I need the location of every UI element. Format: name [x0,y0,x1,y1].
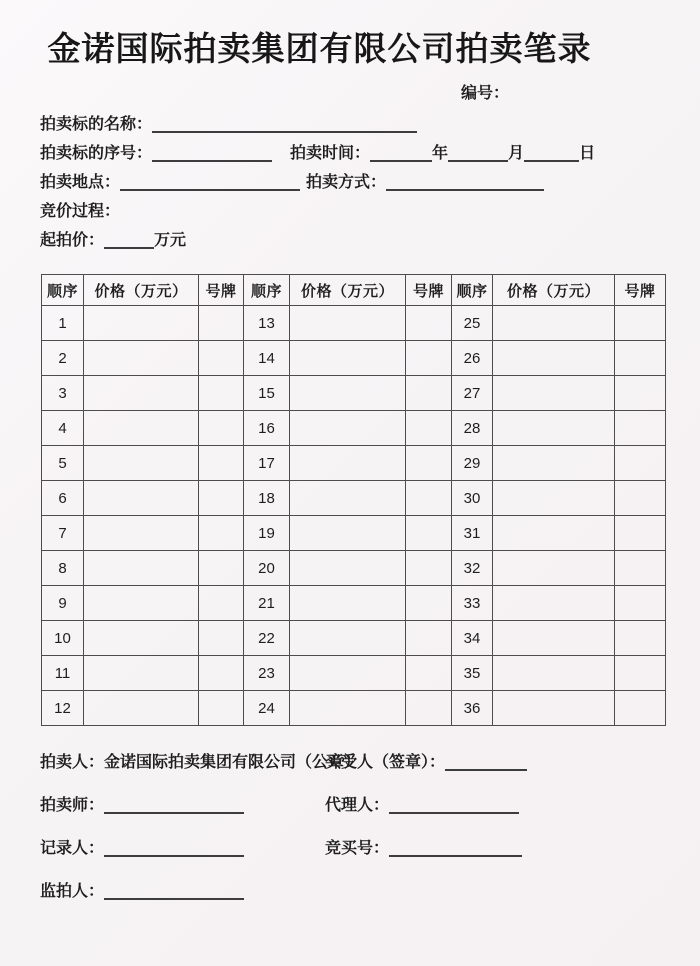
price-cell [290,691,406,726]
auctioneer-value: 金诺国际拍卖集团有限公司（公章） [104,754,361,771]
bidder-number-field [325,835,522,858]
row-master-agent [40,795,664,815]
price-cell [493,621,615,656]
price-cell [290,376,406,411]
price-cell [493,481,615,516]
month-line [448,158,508,162]
table-header-row [42,275,666,306]
plate-cell [615,691,666,726]
plate-cell [406,376,452,411]
order-cell: 34 [452,621,493,656]
plate-cell [615,306,666,341]
auctioneer-label: 拍卖人： [40,754,105,771]
price-cell [290,446,406,481]
table-row [42,481,666,516]
method-label: 拍卖方式： [306,174,387,191]
plate-cell [615,621,666,656]
order-cell: 31 [452,516,493,551]
order-cell: 33 [452,586,493,621]
plate-cell [406,411,452,446]
plate-cell [615,446,666,481]
bidder-number-label: 竞买号： [325,840,390,857]
doc-number-label: 编号： [460,85,509,102]
auction-master-field [40,792,325,815]
buyer-field [325,749,527,772]
order-cell: 17 [244,446,290,481]
price-cell [493,691,615,726]
field-subject-name [40,114,664,134]
row-auctioneer-buyer [40,752,664,772]
order-cell: 8 [42,551,84,586]
order-cell: 13 [244,306,290,341]
subject-serial-label: 拍卖标的序号： [40,145,153,162]
auction-time-label: 拍卖时间： [290,145,371,162]
table-row [42,411,666,446]
plate-cell [406,621,452,656]
plate-cell [199,551,244,586]
signature-section [40,752,664,901]
header-fields [40,114,664,250]
price-cell [290,516,406,551]
field-bidding-process [40,201,664,221]
subject-serial-line [152,158,272,162]
price-header: 价格（万元） [84,275,199,306]
order-cell: 2 [42,341,84,376]
price-cell [84,551,199,586]
order-cell: 22 [244,621,290,656]
auction-master-line [104,810,244,814]
order-cell: 4 [42,411,84,446]
plate-cell [199,691,244,726]
price-cell [290,656,406,691]
price-cell [290,621,406,656]
plate-cell [199,411,244,446]
plate-cell [199,621,244,656]
price-cell [290,306,406,341]
plate-cell [615,586,666,621]
order-cell: 9 [42,586,84,621]
plate-cell [199,586,244,621]
order-cell: 24 [244,691,290,726]
table-row [42,656,666,691]
page-title: 金诺国际拍卖集团有限公司拍卖笔录 [47,30,592,67]
order-cell: 6 [42,481,84,516]
starting-price-line [104,245,154,249]
buyer-label: 买受人（签章）： [325,754,446,771]
price-cell [493,446,615,481]
plate-cell [615,656,666,691]
day-line [524,158,579,162]
plate-cell [199,341,244,376]
order-cell: 3 [42,376,84,411]
order-cell: 29 [452,446,493,481]
subject-name-line [152,129,417,133]
table-row [42,691,666,726]
year-line [370,158,432,162]
auction-master-label: 拍卖师： [40,797,105,814]
order-cell: 36 [452,691,493,726]
price-cell [84,306,199,341]
bidding-process-label: 竞价过程： [40,203,121,220]
order-cell: 21 [244,586,290,621]
plate-cell [615,376,666,411]
order-cell: 11 [42,656,84,691]
order-cell: 19 [244,516,290,551]
day-suffix: 日 [579,145,596,162]
order-header: 顺序 [244,275,290,306]
price-cell [290,341,406,376]
price-cell [84,481,199,516]
price-cell [290,411,406,446]
supervisor-label: 监拍人： [40,883,105,900]
table-row [42,551,666,586]
month-suffix: 月 [508,145,525,162]
plate-cell [199,376,244,411]
agent-label: 代理人： [325,797,390,814]
order-cell: 25 [452,306,493,341]
auctioneer-field [40,749,361,772]
price-cell [290,586,406,621]
price-cell [84,691,199,726]
buyer-line [445,767,527,771]
row-recorder-bidder [40,838,664,858]
price-cell [84,411,199,446]
plate-cell [406,481,452,516]
order-cell: 12 [42,691,84,726]
order-cell: 32 [452,551,493,586]
order-cell: 7 [42,516,84,551]
location-label: 拍卖地点： [40,174,121,191]
recorder-field [40,835,325,858]
plate-cell [406,306,452,341]
plate-cell [406,551,452,586]
price-cell [84,656,199,691]
plate-cell [615,411,666,446]
table-row [42,306,666,341]
price-cell [493,341,615,376]
order-cell: 30 [452,481,493,516]
plate-header: 号牌 [615,275,666,306]
agent-line [389,810,519,814]
order-cell: 27 [452,376,493,411]
plate-cell [199,516,244,551]
price-cell [84,586,199,621]
plate-cell [199,481,244,516]
price-cell [493,411,615,446]
plate-cell [406,341,452,376]
field-starting-price [40,230,664,250]
order-header: 顺序 [42,275,84,306]
price-cell [84,516,199,551]
order-cell: 10 [42,621,84,656]
location-line [120,187,300,191]
recorder-label: 记录人： [40,840,105,857]
recorder-line [104,853,244,857]
plate-cell [615,551,666,586]
table-row [42,376,666,411]
bidder-number-line [389,853,522,857]
plate-cell [615,516,666,551]
price-cell [493,656,615,691]
price-header: 价格（万元） [493,275,615,306]
year-suffix: 年 [432,145,449,162]
method-line [386,187,544,191]
price-cell [290,481,406,516]
order-cell: 20 [244,551,290,586]
plate-cell [199,656,244,691]
row-supervisor [40,881,664,901]
plate-header: 号牌 [199,275,244,306]
plate-cell [615,341,666,376]
plate-cell [199,446,244,481]
subject-name-label: 拍卖标的名称： [40,116,153,133]
order-cell: 15 [244,376,290,411]
order-cell: 18 [244,481,290,516]
price-cell [84,341,199,376]
order-cell: 5 [42,446,84,481]
field-location-and-method [40,172,664,192]
plate-cell [406,446,452,481]
plate-cell [406,516,452,551]
bid-table [41,274,666,726]
order-cell: 28 [452,411,493,446]
table-row [42,516,666,551]
plate-cell [406,656,452,691]
order-cell: 1 [42,306,84,341]
price-cell [493,551,615,586]
field-serial-and-time [40,143,664,163]
agent-field [325,792,519,815]
table-row [42,446,666,481]
price-cell [290,551,406,586]
plate-cell [199,306,244,341]
supervisor-field [40,878,325,901]
price-cell [493,376,615,411]
order-header: 顺序 [452,275,493,306]
bid-table-body [42,306,666,726]
plate-cell [406,691,452,726]
price-cell [493,516,615,551]
order-cell: 23 [244,656,290,691]
price-cell [493,306,615,341]
order-cell: 26 [452,341,493,376]
plate-cell [406,586,452,621]
plate-cell [615,481,666,516]
table-row [42,621,666,656]
price-cell [84,376,199,411]
price-cell [493,586,615,621]
order-cell: 35 [452,656,493,691]
starting-price-unit: 万元 [154,232,187,249]
starting-price-label: 起拍价： [40,232,105,249]
table-row [42,341,666,376]
table-row [42,586,666,621]
price-cell [84,446,199,481]
supervisor-line [104,896,244,900]
price-cell [84,621,199,656]
order-cell: 16 [244,411,290,446]
order-cell: 14 [244,341,290,376]
plate-header: 号牌 [406,275,452,306]
price-header: 价格（万元） [290,275,406,306]
